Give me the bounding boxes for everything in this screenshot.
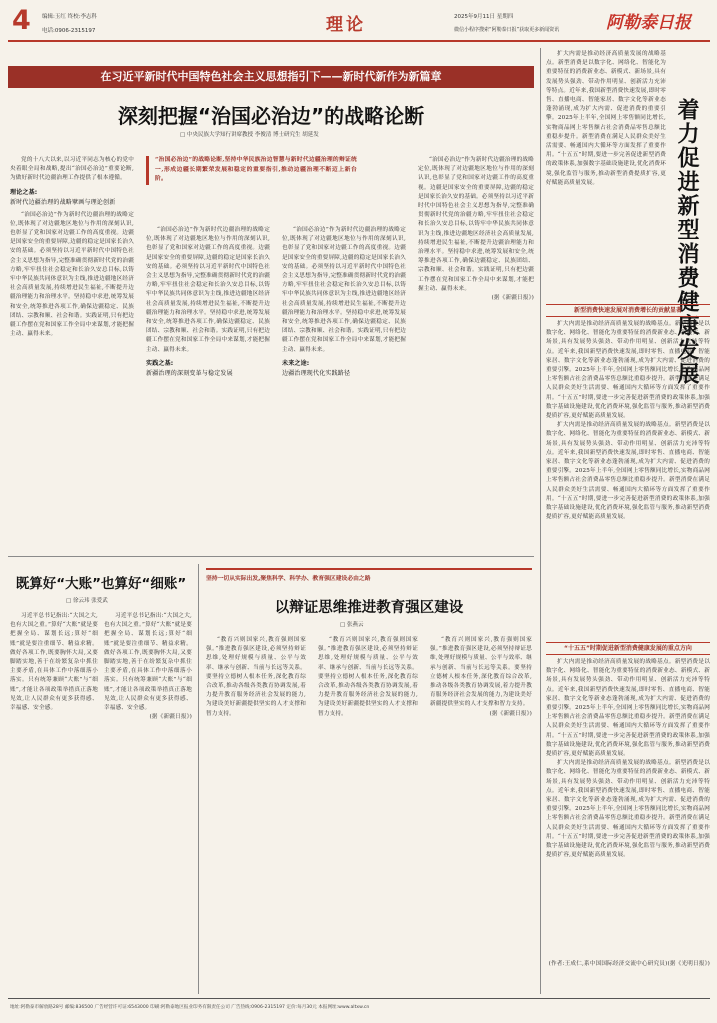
left-body-b: 习近平总书记指出:“大国之大,也有大国之重。”算好“大账”就是要把握全局、谋划长远;算好“细账”就是要注重细节、精益求精。做好各项工作,既要胸怀大局,又要脚踏实地,善于在纷繁复杂中抓住主要矛盾,在具体工作中落细落小落实。只有统筹兼顾“大账”与“细账”,才能让各项政策举措真正落地见效,让人民群众有更多获得感、幸福感、安全感。 [104,613,192,712]
main-col-2 [146,226,270,548]
notice-line: 微信小程序搜索“阿勒泰日报”获取更多新闻资讯 [454,27,560,33]
middle-kicker [206,568,532,582]
right-article-title-text: 着力促进新型消费健康发展 [674,98,699,386]
left-article-title: 既算好“大账”也算好“细账” [15,576,187,592]
left-body-a: 习近平总书记指出:“大国之大,也有大国之重。”算好“大账”就是要把握全局、谋划长远;算好“细账”就是要注重细节、精益求精。做好各项工作,既要胸怀大局,又要脚踏实地,善于在纷繁复杂中抓住主要矛盾,在具体工作中落细落小落实。只有统筹兼顾“大账”与“细账”,才能让各项政策举措真正落地见效,让人民群众有更多获得感、幸福感、安全感。 [10,613,98,712]
middle-kicker-text: 坚持一切从实际出发,聚焦科学、科学办、教育强区建设必由之路 [206,576,371,582]
page-number: 4 [12,5,31,36]
subhead-2-rest: 新疆治理的深刻变革与稳定发展 [146,369,233,377]
banner [8,66,534,88]
middle-article-sign: (据《新疆日报》) [489,710,532,717]
left-article-byline: □ 徐云玮 张爱武 [66,598,108,604]
pull-quote-text: “治国必治边”的战略论断,坚持中华民族治边智慧与新时代边疆治理的辩证统一,形成边疆长期繁荣发展和稳定的重要指引,推动边疆治理不断迈上新台阶。 [155,157,357,182]
middle-body-a: “教育兴则国家兴,教育强则国家强。”推进教育强区建设,必须坚持辩证思维,处理好规模与质量、公平与效率、继承与创新、当前与长远等关系。要坚持立德树人根本任务,深化教育综合改革,推动各级各类教育协调发展,着力提升教育服务经济社会发展的能力,为建设美好新疆提供坚实的人才支撑和智力支持。 [206,637,306,717]
main-body-b: “治国必治边”作为新时代边疆治理的战略定位,既体现了对边疆地区地位与作用的深刻认识,也彰显了党和国家对边疆工作的高度重视。边疆是国家安全的重要屏障,边疆的稳定是国家长治久安的基础。必须坚持以习近平新时代中国特色社会主义思想为指导,完整准确贯彻新时代党的治疆方略,牢牢扭住社会稳定和长治久安总目标,以铸牢中华民族共同体意识为主线,推进边疆地区经济社会高质量发展,持续增进民生福祉,不断提升边疆治理能力和治理水平。坚持稳中求进,统筹发展和安全,统筹推进各项工作,确保边疆稳定、民族团结、宗教和顺、社会和谐。实践证明,只有把边疆工作摆在党和国家工作全局中来谋划,才能把握主动、赢得未来。 [146,227,270,353]
main-col-3 [282,226,406,548]
main-col-1 [10,156,134,548]
right-body-b: 扩大内需是推动经济高质量发展的战略基点。新型消费是以数字化、网络化、智能化为重要特征的消费新业态、新模式、新场景,具有发展势头强劲、带动作用明显、创新活力充沛等特点。近年来,我国新型消费快速发展,即时零售、直播电商、智能家居、数字文化等新业态蓬勃涌现,成为扩大内需、促进消费的重要引擎。2025年上半年,全国网上零售额同比增长,实物商品网上零售额占社会消费品零售总额比重稳步提升。新型消费在满足人民群众美好生活需要、畅通国内大循环等方面发挥了重要作用。“十五五”时期,要进一步完善促进新型消费的政策体系,加强数字基础设施建设,优化消费环境,强化监管与服务,推动新型消费提质扩容,更好赋能高质量发展。 [546,321,710,420]
right-article-sign: (作者:王成仁,系中国国际经济交流中心研究员)(据《光明日报》) [548,961,710,967]
right-subhead-2-text: “十五五”时期促进新型消费健康发展的重点方向 [564,645,692,652]
main-article-title: 深刻把握“治国必治边”的战略论断 [117,104,425,128]
footer-text: 地址:阿勒泰市解放路28号 邮编:836500 广告经营许可证:6543000 印刷:阿勒泰地区报业印务有限责任公司 广告热线:0906-2315197 定价:每月30元 本报网址:www.altxw.cn [10,1005,370,1010]
right-body-a: 扩大内需是推动经济高质量发展的战略基点。新型消费是以数字化、网络化、智能化为重要特征的消费新业态、新模式、新场景,具有发展势头强劲、带动作用明显、创新活力充沛等特点。近年来,我国新型消费快速发展,即时零售、直播电商、智能家居、数字文化等新业态蓬勃涌现,成为扩大内需、促进消费的重要引擎。2025年上半年,全国网上零售额同比增长,实物商品网上零售额占社会消费品零售总额比重稳步提升。新型消费在满足人民群众美好生活需要、畅通国内大循环等方面发挥了重要作用。“十五五”时期,要进一步完善促进新型消费的政策体系,加强数字基础设施建设,优化消费环境,强化监管与服务,推动新型消费提质扩容,更好赋能高质量发展。 [546,51,666,186]
section-title: 理论 [326,15,366,35]
subhead-3-label: 未来之途: [282,359,310,367]
main-body-c: “治国必治边”作为新时代边疆治理的战略定位,既体现了对边疆地区地位与作用的深刻认识,也彰显了党和国家对边疆工作的高度重视。边疆是国家安全的重要屏障,边疆的稳定是国家长治久安的基础。必须坚持以习近平新时代中国特色社会主义思想为指导,完整准确贯彻新时代党的治疆方略,牢牢扭住社会稳定和长治久安总目标,以铸牢中华民族共同体意识为主线,推进边疆地区经济社会高质量发展,持续增进民生福祉,不断提升边疆治理能力和治理水平。坚持稳中求进,统筹发展和安全,统筹推进各项工作,确保边疆稳定、民族团结、宗教和顺、社会和谐。实践证明,只有把边疆工作摆在党和国家工作全局中来谋划,才能把握主动、赢得未来。 [282,227,406,353]
right-col-mid [546,320,710,636]
main-body-a: “治国必治边”作为新时代边疆治理的战略定位,既体现了对边疆地区地位与作用的深刻认识,也彰显了党和国家对边疆工作的高度重视。边疆是国家安全的重要屏障,边疆的稳定是国家长治久安的基础。必须坚持以习近平新时代中国特色社会主义思想为指导,完整准确贯彻新时代党的治疆方略,牢牢扭住社会稳定和长治久安总目标,以铸牢中华民族共同体意识为主线,推进边疆地区经济社会高质量发展,持续增进民生福祉,不断提升边疆治理能力和治理水平。坚持稳中求进,统筹发展和安全,统筹推进各项工作,确保边疆稳定、民族团结、宗教和顺、社会和谐。实践证明,只有把边疆工作摆在党和国家工作全局中来谋划,才能把握主动、赢得未来。 [10,211,134,338]
right-col-bottom [546,658,710,954]
main-body-d: “治国必治边”作为新时代边疆治理的战略定位,既体现了对边疆地区地位与作用的深刻认识,也彰显了党和国家对边疆工作的高度重视。边疆是国家安全的重要屏障,边疆的稳定是国家长治久安的基础。必须坚持以习近平新时代中国特色社会主义思想为指导,完整准确贯彻新时代党的治疆方略,牢牢扭住社会稳定和长治久安总目标,以铸牢中华民族共同体意识为主线,推进边疆地区经济社会高质量发展,持续增进民生福祉,不断提升边疆治理能力和治理水平。坚持稳中求进,统筹发展和安全,统筹推进各项工作,确保边疆稳定、民族团结、宗教和顺、社会和谐。实践证明,只有把边疆工作摆在党和国家工作全局中来谋划,才能把握主动、赢得未来。 [418,157,534,292]
middle-article-title: 以辩证思维推进教育强区建设 [274,600,464,616]
right-body-e: 扩大内需是推动经济高质量发展的战略基点。新型消费是以数字化、网络化、智能化为重要特征的消费新业态、新模式、新场景,具有发展势头强劲、带动作用明显、创新活力充沛等特点。近年来,我国新型消费快速发展,即时零售、直播电商、智能家居、数字文化等新业态蓬勃涌现,成为扩大内需、促进消费的重要引擎。2025年上半年,全国网上零售额同比增长,实物商品网上零售额占社会消费品零售总额比重稳步提升。新型消费在满足人民群众美好生活需要、畅通国内大循环等方面发挥了重要作用。“十五五”时期,要进一步完善促进新型消费的政策体系,加强数字基础设施建设,优化消费环境,强化监管与服务,推动新型消费提质扩容,更好赋能高质量发展。 [546,760,710,859]
subhead-2 [146,359,270,379]
middle-body-b: “教育兴则国家兴,教育强则国家强。”推进教育强区建设,必须坚持辩证思维,处理好规模与质量、公平与效率、继承与创新、当前与长远等关系。要坚持立德树人根本任务,深化教育综合改革,推动各级各类教育协调发展,着力提升教育服务经济社会发展的能力,为建设美好新疆提供坚实的人才支撑和智力支持。 [318,637,418,717]
main-col-4 [418,156,534,548]
left-article-divider [198,564,199,994]
main-article-sign: (据《新疆日报》) [491,295,534,302]
middle-body-c: “教育兴则国家兴,教育强则国家强。”推进教育强区建设,必须坚持辩证思维,处理好规模与质量、公平与效率、继承与创新、当前与长远等关系。要坚持立德树人根本任务,深化教育综合改革,推动各级各类教育协调发展,着力提升教育服务经济社会发展的能力,为建设美好新疆提供坚实的人才支撑和智力支持。 [430,637,532,708]
right-subhead-1 [546,304,710,317]
subhead-1 [10,188,134,208]
right-column-divider [540,48,541,994]
main-lead: 党的十八大以来,以习近平同志为核心的党中央着眼全局和战略,提出“治国必治边”重要论断,为做好新时代边疆治理工作提供了根本遵循。 [10,157,134,182]
main-article-byline: □ 中央民族大学知行讲席教授 李俊清 博士研究生 胡延发 [180,132,319,138]
middle-article-byline: □ 张燕云 [340,622,364,628]
middle-col-2 [318,636,418,992]
right-body-c: 扩大内需是推动经济高质量发展的战略基点。新型消费是以数字化、网络化、智能化为重要特征的消费新业态、新模式、新场景,具有发展势头强劲、带动作用明显、创新活力充沛等特点。近年来,我国新型消费快速发展,即时零售、直播电商、智能家居、数字文化等新业态蓬勃涌现,成为扩大内需、促进消费的重要引擎。2025年上半年,全国网上零售额同比增长,实物商品网上零售额占社会消费品零售总额比重稳步提升。新型消费在满足人民群众美好生活需要、畅通国内大循环等方面发挥了重要作用。“十五五”时期,要进一步完善促进新型消费的政策体系,加强数字基础设施建设,优化消费环境,强化监管与服务,推动新型消费提质扩容,更好赋能高质量发展。 [546,422,710,521]
middle-col-3 [430,636,532,992]
middle-col-1 [206,636,306,992]
right-col-top [546,50,666,298]
subhead-1-rest: 新时代边疆治理的战略擘画与理论创新 [10,198,116,206]
subhead-3-rest: 边疆治理现代化实践路径 [282,369,351,377]
left-col-1 [10,612,98,992]
left-col-2 [104,612,192,992]
right-subhead-1-text: 新型消费快速发展对消费增长的贡献显著 [573,307,682,314]
subhead-1-label: 理论之基: [10,188,38,196]
pull-quote [146,156,357,185]
main-article-bottom-rule [8,556,534,557]
phone-line: 电话:0906-2315197 [42,28,96,34]
right-body-d: 扩大内需是推动经济高质量发展的战略基点。新型消费是以数字化、网络化、智能化为重要特征的消费新业态、新模式、新场景,具有发展势头强劲、带动作用明显、创新活力充沛等特点。近年来,我国新型消费快速发展,即时零售、直播电商、智能家居、数字文化等新业态蓬勃涌现,成为扩大内需、促进消费的重要引擎。2025年上半年,全国网上零售额同比增长,实物商品网上零售额占社会消费品零售总额比重稳步提升。新型消费在满足人民群众美好生活需要、畅通国内大循环等方面发挥了重要作用。“十五五”时期,要进一步完善促进新型消费的政策体系,加强数字基础设施建设,优化消费环境,强化监管与服务,推动新型消费提质扩容,更好赋能高质量发展。 [546,659,710,758]
subhead-3 [282,359,406,379]
issue-date: 2025年9月11日 星期四 [454,14,514,20]
subhead-2-label: 实践之基: [146,359,174,367]
left-article-sign: (据《新疆日报》) [149,714,192,721]
header-rule [8,40,710,42]
banner-text: 在习近平新时代中国特色社会主义思想指引下——新时代新作为新篇章 [100,70,442,83]
footer-rule [8,998,710,999]
masthead-logo: 阿勒泰日报 [606,13,691,33]
right-subhead-2 [546,642,710,655]
editor-line: 编辑:玉红 终校:李志科 [42,14,97,20]
